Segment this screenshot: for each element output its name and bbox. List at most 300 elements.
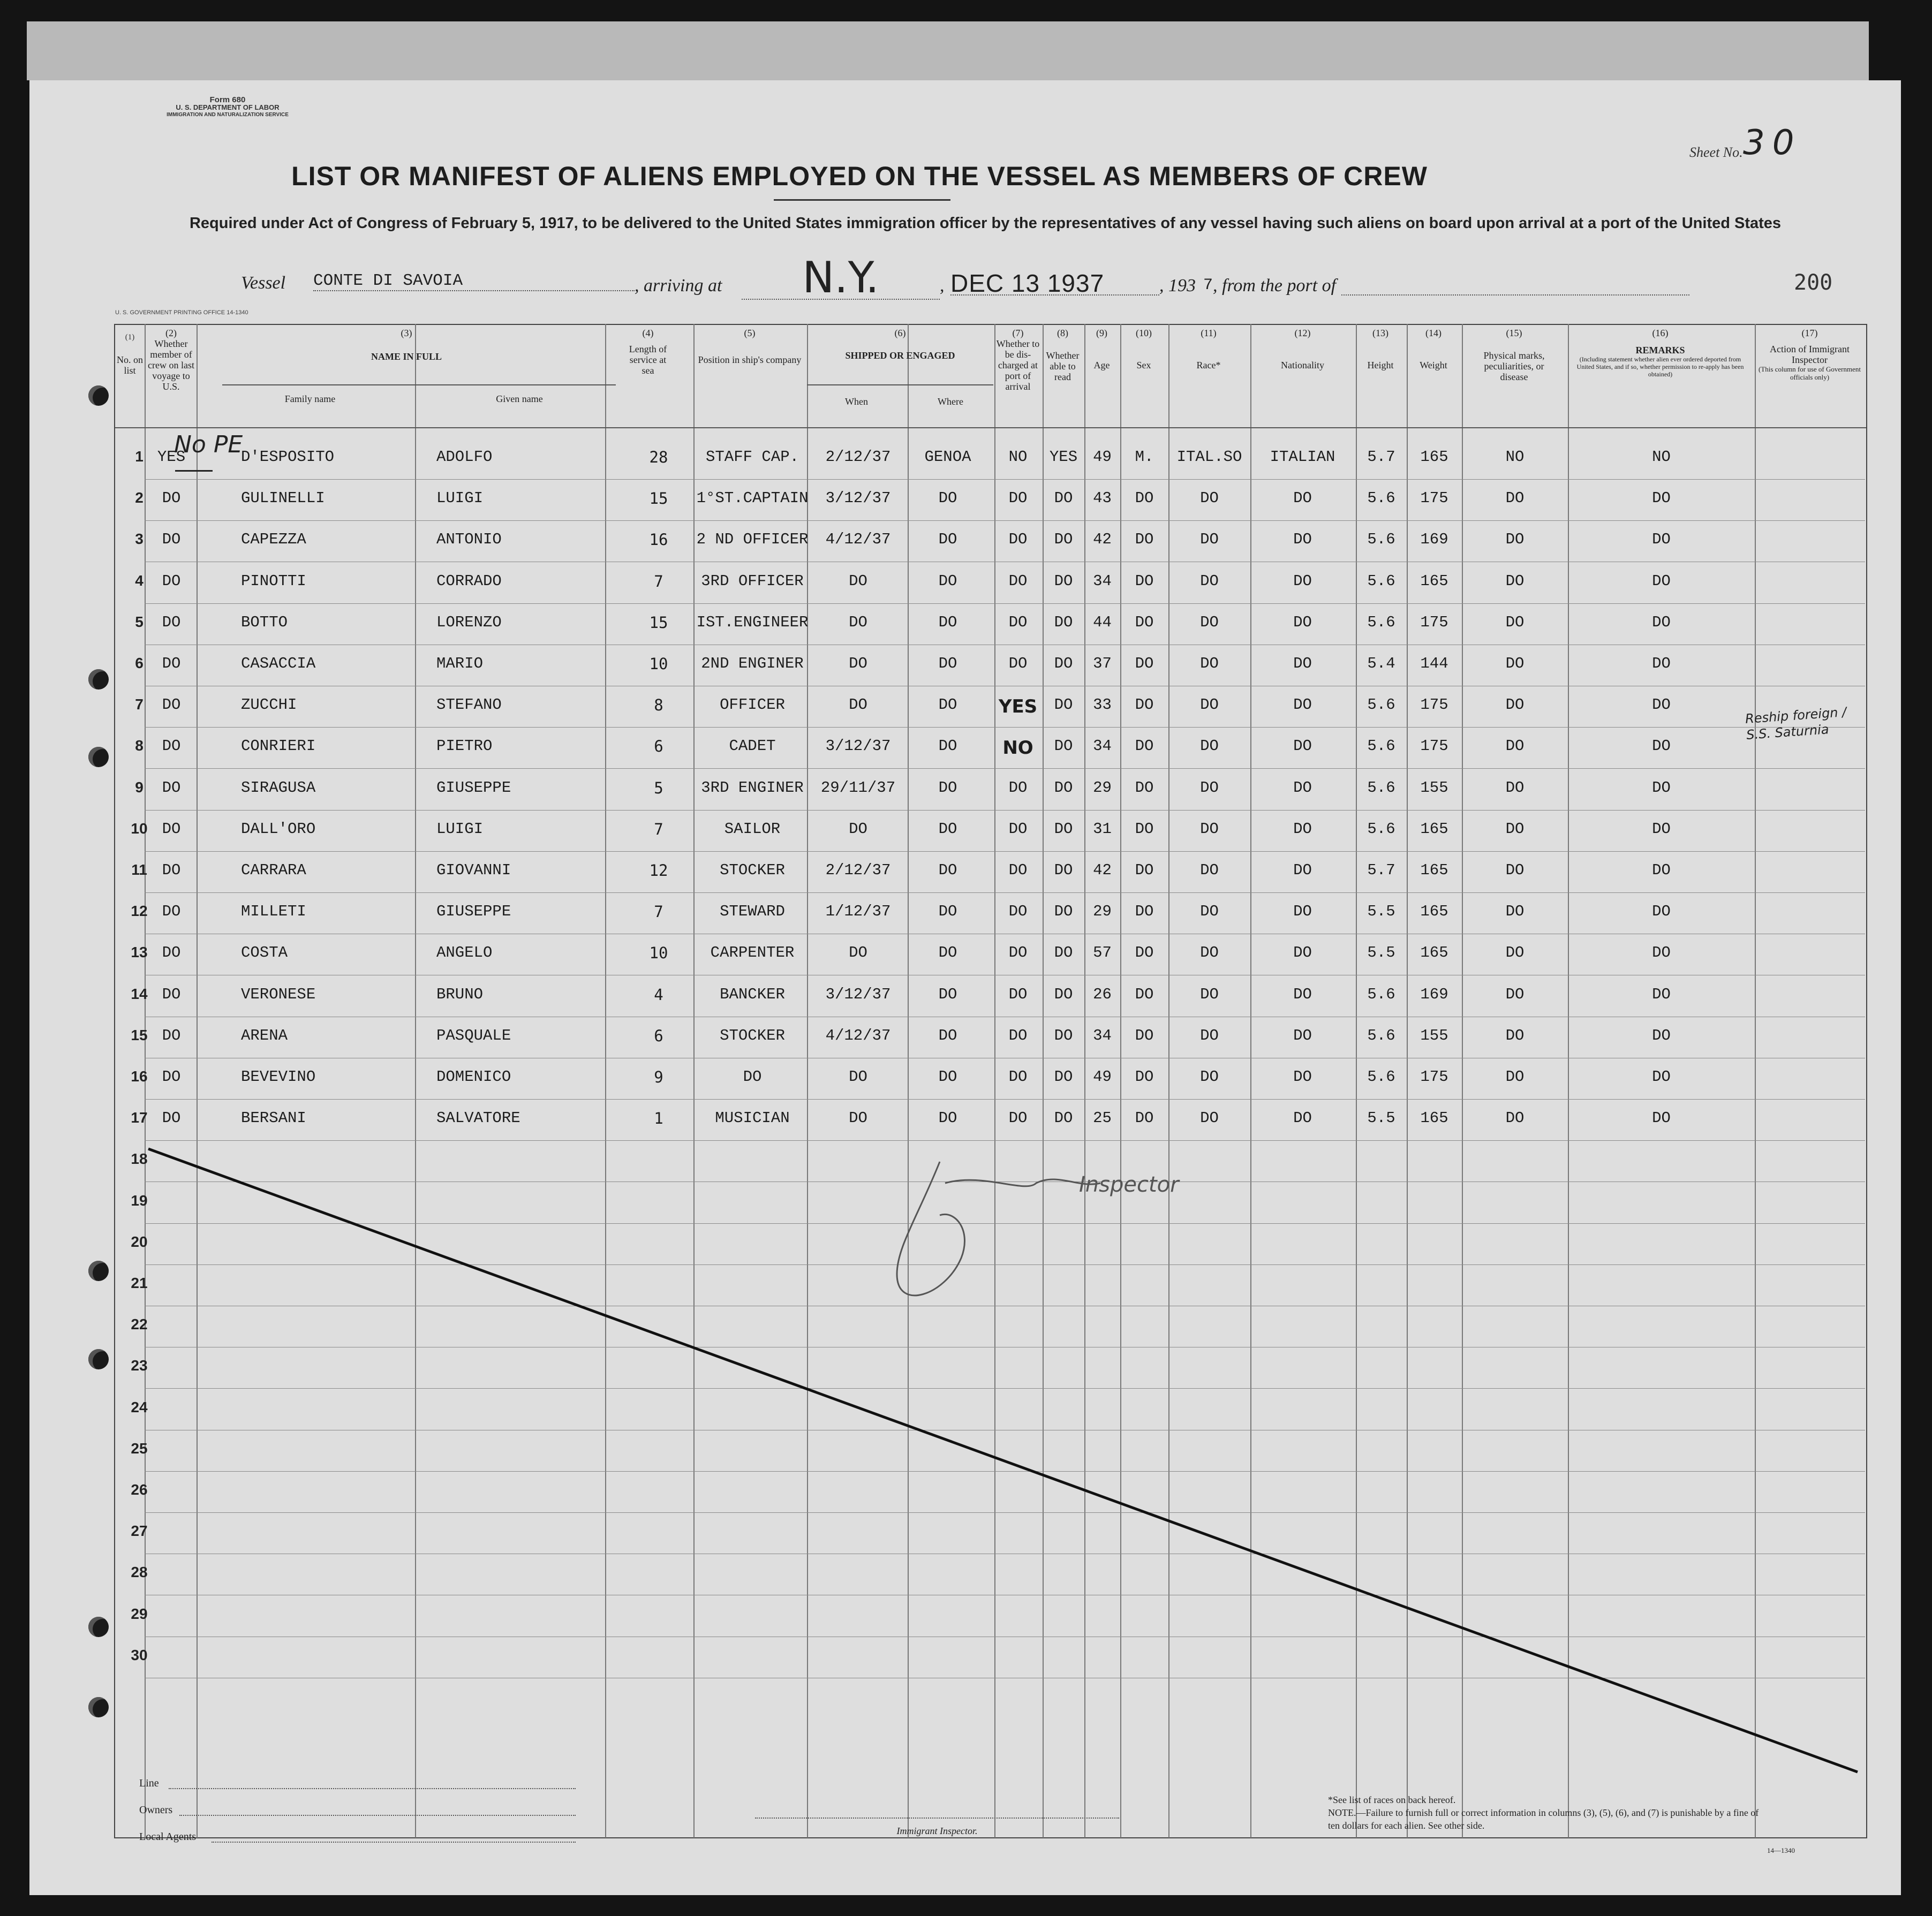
cell-service-length: 10 [649,944,668,963]
cell-last-voyage: DO [162,903,181,921]
cell-nationality: DO [1293,861,1312,879]
cell-nationality: DO [1293,1026,1312,1044]
cell-sex: DO [1135,696,1154,714]
footer-form-code: 14—1340 [1767,1846,1795,1854]
row-number: 6 [135,655,144,671]
annotation-no-pe: No PE [174,431,243,458]
cell-age: 25 [1093,1109,1112,1127]
cell-position: STOCKER [720,1026,785,1044]
cell-remarks: DO [1652,489,1671,508]
cell-service-length: 7 [654,820,663,838]
cell-discharged: DO [1008,613,1028,631]
cell-position: 2ND ENGINER [701,655,804,672]
cell-able-to-read: DO [1054,1109,1073,1127]
cell-sex: DO [1135,903,1154,921]
cell-sex: DO [1135,861,1154,879]
cell-able-to-read: DO [1054,737,1073,755]
header-col6: (6) SHIPPED OR ENGAGED [845,328,955,361]
cell-shipped-where: DO [938,1026,957,1044]
header-col11: (11) Race* [1196,328,1221,370]
cell-weight: 169 [1420,531,1448,549]
cell-shipped-when: DO [849,696,867,714]
cell-sex: DO [1135,655,1154,672]
cell-last-voyage: DO [162,861,181,879]
row-number: 21 [131,1275,148,1291]
row-number: 25 [131,1440,148,1457]
cell-position: STEWARD [720,903,785,921]
row-number: 9 [135,778,144,796]
cell-sex: DO [1135,778,1154,797]
cell-age: 49 [1093,448,1112,466]
header-shipped-where: Where [938,396,963,407]
cell-service-length: 5 [654,778,663,797]
cell-nationality: DO [1293,778,1312,797]
cell-given-name: LORENZO [436,613,502,631]
page-title: LIST OR MANIFEST OF ALIENS EMPLOYED ON THE VESSEL AS MEMBERS OF CREW [291,161,1428,191]
cell-sex: M. [1135,448,1154,466]
cell-discharged: DO [1008,985,1028,1003]
cell-height: 5.6 [1367,489,1395,508]
cell-height: 5.5 [1367,1109,1395,1127]
cell-last-voyage: DO [162,489,181,508]
cell-nationality: DO [1293,903,1312,921]
underlying-sheet-edge [27,21,1869,80]
form-number: Form 680 [209,95,246,104]
cell-able-to-read: DO [1054,696,1073,714]
cell-service-length: 9 [654,1068,663,1086]
cell-physical-marks: DO [1505,944,1525,962]
cell-remarks: DO [1652,985,1671,1003]
cell-able-to-read: DO [1054,1068,1073,1086]
cell-position: 1°ST.CAPTAIN [696,489,809,508]
cell-family-name: DALL'ORO [241,820,316,838]
cell-shipped-where: DO [938,1109,957,1127]
cell-physical-marks: DO [1505,903,1525,921]
cell-weight: 175 [1420,1068,1448,1086]
cell-given-name: MARIO [436,655,484,672]
header-col3: (3) NAME IN FULL [371,328,442,362]
cell-sex: DO [1135,572,1154,590]
row-number: 4 [135,572,144,589]
row-number: 24 [131,1398,148,1415]
cell-shipped-when: 2/12/37 [825,861,891,879]
cell-discharged: DO [1008,655,1028,672]
cell-race: DO [1200,737,1219,755]
cell-nationality: DO [1293,1068,1312,1086]
cell-age: 43 [1093,489,1112,508]
service-name: IMMIGRATION AND NATURALIZATION SERVICE [167,112,289,118]
cell-height: 5.6 [1367,985,1395,1003]
cell-race: DO [1200,531,1219,549]
cell-position: 3RD ENGINER [701,778,804,797]
cell-height: 5.6 [1367,1026,1395,1044]
cell-physical-marks: DO [1505,820,1525,838]
cell-height: 5.6 [1367,1068,1395,1086]
cell-physical-marks: DO [1505,778,1525,797]
cell-last-voyage: DO [162,985,181,1003]
cell-race: ITAL.SO [1176,448,1242,466]
cell-sex: DO [1135,1068,1154,1086]
cell-able-to-read: DO [1054,1026,1073,1044]
cell-shipped-when: DO [849,613,867,631]
cell-service-length: 8 [654,696,663,715]
row-number: 3 [135,531,144,548]
cell-age: 34 [1093,1026,1112,1044]
row-number: 2 [135,489,144,506]
cell-race: DO [1200,613,1219,631]
stamp-number: 200 [1794,270,1833,295]
cell-sex: DO [1135,1109,1154,1127]
cell-weight: 155 [1420,778,1448,797]
header-col13: (13) Height [1367,328,1394,370]
cell-height: 5.7 [1367,448,1395,466]
header-col4: (4) Length of service at sea [629,328,667,376]
cell-nationality: DO [1293,655,1312,672]
cell-last-voyage: YES [157,448,186,466]
cell-age: 26 [1093,985,1112,1003]
cell-age: 29 [1093,903,1112,921]
cell-physical-marks: DO [1505,613,1525,631]
cell-shipped-when: 3/12/37 [825,489,891,508]
footer-line-label: Line [139,1777,159,1789]
cell-race: DO [1200,903,1219,921]
row-number: 20 [131,1233,148,1250]
cell-able-to-read: DO [1054,655,1073,672]
cell-shipped-when: 1/12/37 [825,903,891,921]
cell-shipped-when: DO [849,572,867,590]
cell-family-name: D'ESPOSITO [241,448,335,466]
cell-last-voyage: DO [162,944,181,962]
cell-position: OFFICER [720,696,785,714]
signature-inspector: Inspector [1079,1172,1179,1197]
cell-shipped-when: 29/11/37 [820,778,896,797]
cell-last-voyage: DO [162,696,181,714]
cell-able-to-read: DO [1054,820,1073,838]
cell-weight: 175 [1420,696,1448,714]
cell-service-length: 4 [654,985,663,1004]
cell-race: DO [1200,778,1219,797]
cell-service-length: 28 [649,448,668,466]
year-label: , 193 [1159,276,1196,296]
cell-position: BANCKER [720,985,785,1003]
header-col17: (17) Action of Immigrant Inspector (This column for use of Government officials only) [1759,328,1861,381]
cell-discharged: DO [1008,489,1028,508]
cell-weight: 165 [1420,1109,1448,1127]
cell-position: 3RD OFFICER [701,572,804,590]
row-number: 13 [131,944,148,961]
cell-height: 5.6 [1367,613,1395,631]
cell-physical-marks: DO [1505,655,1525,672]
header-col9: (9) Age [1093,328,1110,370]
row-number: 8 [135,737,144,754]
cell-age: 42 [1093,531,1112,549]
row-number: 11 [131,861,147,878]
cell-position: DO [743,1068,762,1086]
cell-given-name: ADOLFO [436,448,493,466]
cell-able-to-read: DO [1054,944,1073,962]
cell-shipped-when: DO [849,944,867,962]
inspector-note: Reship foreign / S.S. Saturnia [1745,704,1847,743]
cell-physical-marks: DO [1505,696,1525,714]
cell-shipped-when: 3/12/37 [825,737,891,755]
cell-race: DO [1200,489,1219,508]
row-number: 17 [131,1109,148,1126]
cell-nationality: DO [1293,985,1312,1003]
cell-shipped-where: DO [938,903,957,921]
cell-shipped-where: DO [938,820,957,838]
cell-remarks: DO [1652,903,1671,921]
row-number: 19 [131,1192,148,1209]
cell-race: DO [1200,1026,1219,1044]
cell-service-length: 6 [654,737,663,756]
cell-shipped-when: 3/12/37 [825,985,891,1003]
row-number: 12 [131,903,148,920]
cell-height: 5.6 [1367,820,1395,838]
cell-shipped-when: DO [849,655,867,672]
cell-physical-marks: DO [1505,985,1525,1003]
footer-agents-label: Local Agents [139,1831,197,1843]
cell-last-voyage: DO [162,820,181,838]
cell-remarks: DO [1652,944,1671,962]
cell-last-voyage: DO [162,778,181,797]
cell-shipped-when: DO [849,820,867,838]
cell-nationality: DO [1293,944,1312,962]
cell-weight: 175 [1420,613,1448,631]
cell-given-name: BRUNO [436,985,484,1003]
from-port-label: , from the port of [1213,276,1337,296]
cell-given-name: ANGELO [436,944,493,962]
cell-height: 5.5 [1367,903,1395,921]
cell-discharged: DO [1008,1068,1028,1086]
cell-family-name: CONRIERI [241,737,316,755]
cell-height: 5.6 [1367,572,1395,590]
cell-service-length: 12 [649,861,668,880]
cell-remarks: NO [1652,448,1671,466]
arriving-label: , arriving at [635,276,722,296]
cell-family-name: CARRARA [241,861,306,879]
cell-service-length: 7 [654,903,663,921]
cell-remarks: DO [1652,655,1671,672]
cell-last-voyage: DO [162,1109,181,1127]
cell-age: 44 [1093,613,1112,631]
cell-weight: 165 [1420,903,1448,921]
cell-shipped-when: DO [849,1068,867,1086]
header-col16: (16) REMARKS (Including statement whether alien ever ordered deported from United States, and if so, whether permission to re-apply has been obtained) [1576,328,1744,378]
header-col10: (10) Sex [1136,328,1152,370]
footer-owners-label: Owners [139,1804,173,1816]
cell-discharged: YES [998,696,1038,718]
cell-able-to-read: DO [1054,903,1073,921]
cell-family-name: BERSANI [241,1109,306,1127]
cell-service-length: 10 [649,655,668,673]
header-col7: (7) Whether to be dis-charged at port of arrival [996,328,1040,392]
footer-fine-note: NOTE.—Failure to furnish full or correct information in columns (3), (5), (6), and (7) is punishable by a fine of ten dollars for each alien. See other side. [1328,1807,1759,1831]
cell-race: DO [1200,944,1219,962]
cell-family-name: CASACCIA [241,655,316,672]
cell-weight: 165 [1420,861,1448,879]
cell-physical-marks: DO [1505,531,1525,549]
cell-discharged: DO [1008,1026,1028,1044]
cell-weight: 165 [1420,820,1448,838]
cell-remarks: DO [1652,1109,1671,1127]
cell-shipped-where: DO [938,737,957,755]
row-number: 5 [135,613,144,630]
cell-nationality: DO [1293,613,1312,631]
cell-age: 57 [1093,944,1112,962]
cell-race: DO [1200,985,1219,1003]
cell-shipped-where: DO [938,655,957,672]
cell-shipped-where: DO [938,861,957,879]
cell-able-to-read: DO [1054,613,1073,631]
cell-sex: DO [1135,1026,1154,1044]
cell-physical-marks: DO [1505,489,1525,508]
cell-position: 2 ND OFFICER [696,531,809,549]
cell-given-name: GIUSEPPE [436,778,511,797]
cell-discharged: DO [1008,778,1028,797]
cell-last-voyage: DO [162,531,181,549]
cell-shipped-when: 4/12/37 [825,531,891,549]
manifest-sheet: Form 680 U. S. DEPARTMENT OF LABOR IMMIGRATION AND NATURALIZATION SERVICE Sheet No. 30 LIST OR MANIFEST OF ALIENS EMPLOYED ON THE VESSEL AS MEMBERS OF CREW Required under Act of Congress of February 5, 1917, to be delivered to the United States immigration officer by the representatives of any vessel having such aliens on board upon arrival at a port of the United States Vessel CONTE DI SAVOIA , arriving at N.Y. , DEC 13 1937 , 193 7 , from the port of 200 U. S. GOVERNMENT PRINTING OFFICE 14-1340 (1) No. on list (2) Whether member of crew on last voyage to U.S. (3) NAME IN FULL Family name Given name (4) Length of service at sea (5) Position in ship's company (6) SHIPPED OR ENGAGED When Where (7) Whether to be dis-charged at port of arrival (8) Whether able to read (9) Age (10) Sex (11) Race* (12) Nationality (13) Height (14) Weight (15) Physical marks, peculiarities, or disease (16) REMARKS (Including statement whether alien ever ordered deported from United States, and if so, whether permission to re-apply has been obtained) (17) Action of Immigrant Inspector (This column for use of Government officials only) 1 2 3 4 5 6 7 8 9 10 11 12 13 14 15 16 17 18 19 20 21 22 23 24 25 26 27 28 29 30 YES D'ESPOSITO ADOLFO 28 STAFF CAP. 2/12/37 GENOA NO YES 49 M. ITAL.SO ITALIAN 5.7 165 NO NO DO GULINELLI LUIGI 15 1°ST.CAPTAIN 3/12/37 DO DO DO 43 DO DO DO 5.6 175 DO DO DO CAPEZZA ANTONIO 16 2 ND OFFICER 4/12/37 DO DO DO 42 DO DO DO 5.6 169 DO DO DO PINOTTI CORRADO 7 3RD OFFICER DO DO DO DO 34 DO DO DO 5.6 165 DO DO DO BOTTO LORENZO 15 IST.ENGINEER DO DO DO DO 44 DO DO DO 5.6 175 DO DO DO CASACCIA MARIO 10 2ND ENGINER DO DO DO DO 37 DO DO DO 5.4 144 DO DO DO ZUCCHI STEFANO 8 OFFICER DO DO YES DO 33 DO DO DO 5.6 175 DO DO DO CONRIERI PIETRO 6 CADET 3/12/37 DO NO DO 34 DO DO DO 5.6 175 DO DO DO SIRAGUSA GIUSEPPE 5 3RD ENGINER 29/11/37 DO DO DO 29 DO DO DO 5.6 155 DO DO DO DALL'ORO LUIGI 7 SAILOR DO DO DO DO 31 DO DO DO 5.6 165 DO DO DO CARRARA GIOVANNI 12 STOCKER 2/12/37 DO DO DO 42 DO DO DO 5.7 165 DO DO DO MILLETI GIUSEPPE 7 STEWARD 1/12/37 DO DO DO 29 DO DO DO 5.5 165 DO DO DO COSTA ANGELO 10 CARPENTER DO DO DO DO 57 DO DO DO 5.5 165 DO DO DO VERONESE BRUNO 4 BANCKER 3/12/37 DO DO DO 26 DO DO DO 5.6 169 DO DO DO ARENA PASQUALE 6 STOCKER 4/12/37 DO DO DO 34 DO DO DO 5.6 155 DO DO DO BEVEVINO DOMENICO 9 DO DO DO DO DO 49 DO DO DO 5.6 175 DO DO DO BERSANI SALVATORE 1 MUSICIAN DO DO DO DO 25 DO DO DO 5.5 165 DO DO No PE Reship foreign / S.S. Saturnia Inspector Line Owners Local Agents Immigrant Inspector. *See list of races on back hereof. NOTE.—Failure to furnish full or correct information in columns (3), (5), (6), and (7) is punishable by a fine of ten dollars for each alien. See other side. 14—1340 [29,80,1901,1895]
row-number: 22 [131,1316,148,1333]
cell-able-to-read: DO [1054,489,1073,508]
cell-age: 34 [1093,737,1112,755]
row-number: 7 [135,696,144,713]
cell-nationality: DO [1293,572,1312,590]
cell-able-to-read: YES [1049,448,1078,466]
cell-age: 31 [1093,820,1112,838]
cell-shipped-where: DO [938,489,957,508]
cell-service-length: 6 [654,1026,663,1045]
header-col14: (14) Weight [1420,328,1447,370]
cell-family-name: SIRAGUSA [241,778,316,797]
cell-weight: 144 [1420,655,1448,672]
department-name: U. S. DEPARTMENT OF LABOR [176,103,280,111]
cell-discharged: DO [1008,944,1028,962]
footer-race-note: *See list of races on back hereof. [1328,1794,1456,1805]
cell-remarks: DO [1652,1026,1671,1044]
cell-shipped-where: DO [938,572,957,590]
cell-discharged: DO [1008,903,1028,921]
cell-weight: 165 [1420,572,1448,590]
cell-given-name: DOMENICO [436,1068,511,1086]
header-family-name: Family name [284,393,336,404]
cell-weight: 165 [1420,944,1448,962]
cell-remarks: DO [1652,861,1671,879]
vessel-name: CONTE DI SAVOIA [313,271,635,291]
cell-nationality: DO [1293,820,1312,838]
cell-given-name: CORRADO [436,572,502,590]
cell-given-name: LUIGI [436,489,484,508]
row-number: 29 [131,1605,148,1622]
cell-discharged: DO [1008,572,1028,590]
cell-remarks: DO [1652,572,1671,590]
cell-physical-marks: DO [1505,572,1525,590]
cell-nationality: DO [1293,696,1312,714]
cell-height: 5.6 [1367,696,1395,714]
cell-last-voyage: DO [162,655,181,672]
printing-office-mark: U. S. GOVERNMENT PRINTING OFFICE 14-1340 [115,309,248,316]
cell-remarks: DO [1652,613,1671,631]
footer-inspector-label: Immigrant Inspector. [896,1826,978,1836]
cell-given-name: GIOVANNI [436,861,511,879]
header-given-name: Given name [496,393,543,404]
cell-age: 29 [1093,778,1112,797]
cell-service-length: 15 [649,613,668,632]
cell-physical-marks: DO [1505,737,1525,755]
cell-given-name: SALVATORE [436,1109,520,1127]
cell-position: STOCKER [720,861,785,879]
cell-shipped-where: GENOA [924,448,971,466]
row-number: 10 [131,820,148,837]
header-col2: (2) Whether member of crew on last voyage to U.S. [148,328,194,392]
cell-height: 5.5 [1367,944,1395,962]
cell-weight: 169 [1420,985,1448,1003]
cell-family-name: ZUCCHI [241,696,297,714]
cell-position: STAFF CAP. [705,448,799,466]
cell-given-name: STEFANO [436,696,502,714]
cell-family-name: ARENA [241,1026,288,1044]
cell-service-length: 7 [654,572,663,590]
cell-sex: DO [1135,737,1154,755]
header-col8: (8) Whether able to read [1046,328,1080,382]
cell-race: DO [1200,696,1219,714]
cell-able-to-read: DO [1054,572,1073,590]
cell-remarks: DO [1652,778,1671,797]
cell-family-name: COSTA [241,944,288,962]
cell-able-to-read: DO [1054,985,1073,1003]
cell-family-name: BOTTO [241,613,288,631]
cell-race: DO [1200,1068,1219,1086]
cell-discharged: NO [1002,737,1033,759]
cell-position: MUSICIAN [715,1109,790,1127]
row-number: 26 [131,1481,148,1498]
cell-race: DO [1200,655,1219,672]
cell-discharged: NO [1008,448,1028,466]
cell-given-name: GIUSEPPE [436,903,511,921]
cell-age: 49 [1093,1068,1112,1086]
cell-height: 5.6 [1367,531,1395,549]
cell-family-name: GULINELLI [241,489,325,508]
row-number: 27 [131,1523,148,1540]
cell-age: 33 [1093,696,1112,714]
cell-weight: 165 [1420,448,1448,466]
cell-physical-marks: DO [1505,1026,1525,1044]
cell-shipped-when: 4/12/37 [825,1026,891,1044]
date-stamp: DEC 13 1937 [950,269,1105,297]
cell-last-voyage: DO [162,1026,181,1044]
cell-last-voyage: DO [162,613,181,631]
cell-age: 42 [1093,861,1112,879]
vessel-label: Vessel [241,273,286,293]
cell-given-name: PASQUALE [436,1026,511,1044]
header-col5: (5) Position in ship's company [698,328,802,365]
cell-nationality: DO [1293,489,1312,508]
cell-given-name: PIETRO [436,737,493,755]
cell-height: 5.6 [1367,737,1395,755]
cell-nationality: DO [1293,1109,1312,1127]
row-number: 28 [131,1564,148,1581]
sheet-number-label: Sheet No. [1689,145,1743,160]
header-col12: (12) Nationality [1281,328,1324,370]
cell-shipped-where: DO [938,531,957,549]
cell-remarks: DO [1652,820,1671,838]
cell-position: SAILOR [724,820,781,838]
cell-nationality: ITALIAN [1270,448,1335,466]
cell-physical-marks: DO [1505,1068,1525,1086]
cell-nationality: DO [1293,531,1312,549]
cell-remarks: DO [1652,696,1671,714]
cell-shipped-when: 2/12/37 [825,448,891,466]
